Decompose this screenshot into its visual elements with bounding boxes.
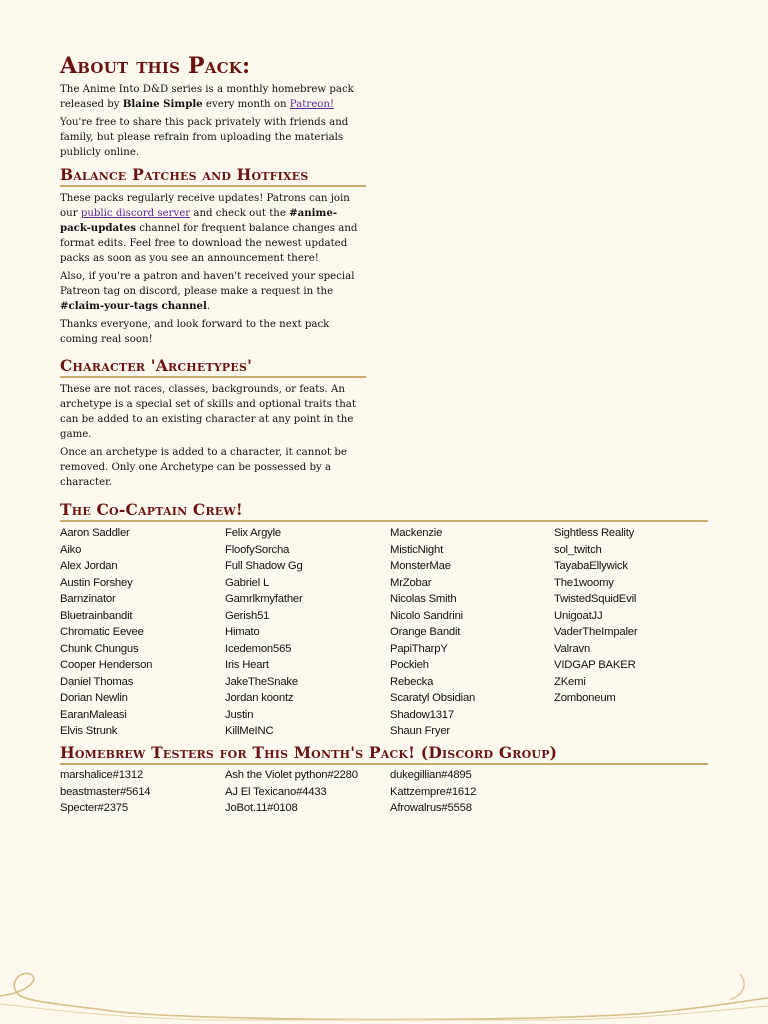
balance-p1 [60,191,366,266]
list-item: Kattzempre#1612 [390,785,477,798]
list-item: TwistedSquidEvil [554,593,637,605]
about-intro [60,82,366,112]
claim-tags-channel: #claim-your-tags channel [60,300,207,312]
testers-column-2 [225,767,385,817]
list-item: Mackenzie [390,527,443,539]
list-item: VIDGAP BAKER [554,659,636,671]
list-item: Full Shadow Gg [225,560,303,572]
list-item: Pockieh [390,659,429,671]
list-item: MisticNight [390,543,444,556]
archetypes-p2: Once an archetype is added to a character, it cannot be removed. Only one Archetype can be possessed by a character. [60,447,347,488]
list-item: Himato [225,626,260,638]
list-item: Shadow1317 [390,708,454,721]
list-item: Iris Heart [225,659,269,671]
balance-section [60,166,366,347]
testers-column-3 [390,767,550,817]
list-item: Gabriel L [225,576,270,589]
balance-p3: Thanks everyone, and look forward to the next pack coming real soon! [60,319,330,345]
list-item: Bluetrainbandit [60,609,133,622]
list-item: Gamrlkmyfather [225,593,303,605]
crew-column-3 [390,525,550,740]
list-item: Afrowalrus#5558 [390,802,472,814]
list-item: TayabaEllywick [554,560,628,572]
list-item: Felix Argyle [225,527,281,539]
list-item: Aaron Saddler [60,527,130,539]
about-heading: About this Pack: [60,53,251,79]
balance-p2-text: Also, if you're a patron and haven't received your special Patreon tag on discord, please make a request in the [60,271,355,297]
crew-heading: The Co-Captain Crew! [60,501,708,522]
patreon-link[interactable]: Patreon! [289,99,335,110]
list-item: Shaun Fryer [390,725,450,737]
list-item: Jordan koontz [225,692,294,704]
list-item: Valravn [554,642,591,655]
list-item: Nicolas Smith [390,593,457,605]
balance-p1-post: channel for frequent balance changes and format edits. Feel free to download the newest updated packs as soon as you see an announcement there! [60,223,358,264]
list-item: The1woomy [554,576,614,589]
list-item: Barnzinator [60,593,116,605]
list-item: beastmaster#5614 [60,785,151,798]
list-item: Orange Bandit [390,626,461,638]
archetypes-p1: These are not races, classes, backgrounds, or feats. An archetype is a special set of skills and optional traits that can be added to an existing character at any point in the game. [60,384,356,440]
archetypes-heading: Character 'Archetypes' [60,357,366,378]
list-item: dukegillian#4895 [390,769,472,781]
about-sharing: You're free to share this pack privately with friends and family, but please refrain from uploading the materials publicly online. [60,117,349,158]
list-item: Chromatic Eevee [60,626,144,638]
updates-channel: #anime-pack-updates [60,207,338,234]
list-item: Zomboneum [554,692,616,704]
crew-column-4 [554,525,714,707]
list-item: sol_twitch [554,543,602,556]
list-item: UnigoatJJ [554,609,603,622]
balance-p1-text: These packs regularly receive updates! Patrons can join our [60,193,350,219]
testers-column-1 [60,767,220,817]
list-item: Specter#2375 [60,802,128,814]
list-item: Nicolo Sandrini [390,609,463,622]
list-item: Icedemon565 [225,642,292,655]
about-section [60,54,366,160]
list-item: Ash the Violet python#2280 [225,769,358,781]
list-item: Rebecka [390,675,434,688]
author-name: Blaine Simple [122,98,203,110]
testers-section [60,744,708,765]
list-item: JakeTheSnake [225,675,298,688]
archetypes-section [60,357,366,490]
page-border-flourish [0,964,768,1024]
balance-p1-mid: and check out the [190,208,290,219]
list-item: Daniel Thomas [60,675,134,688]
list-item: EaranMaleasi [60,708,127,721]
discord-server-link[interactable]: public discord server [80,208,191,219]
list-item: Dorian Newlin [60,692,128,704]
list-item: MonsterMae [390,560,451,572]
list-item: ZKemi [554,675,586,688]
list-item: Sightless Reality [554,527,635,539]
balance-p2-post: . [206,301,211,312]
list-item: AJ El Texicano#4433 [225,785,327,798]
list-item: JoBot.11#0108 [225,802,298,814]
crew-section [60,501,708,522]
list-item: VaderTheImpaler [554,626,638,638]
list-item: Cooper Henderson [60,659,153,671]
crew-column-2 [225,525,385,740]
list-item: Alex Jordan [60,560,118,572]
testers-heading: Homebrew Testers for This Month's Pack! (Discord Group) [60,744,708,765]
list-item: PapiTharpY [390,642,448,655]
balance-heading: Balance Patches and Hotfixes [60,166,366,187]
list-item: Aiko [60,543,82,556]
list-item: Justin [225,708,254,721]
balance-p2 [60,269,366,314]
list-item: Gerish51 [225,609,270,622]
list-item: MrZobar [390,576,432,589]
list-item: Chunk Chungus [60,642,139,655]
list-item: marshalice#1312 [60,769,144,781]
list-item: KillMeINC [225,725,274,737]
about-intro-text: The Anime Into D&D series is a monthly homebrew pack released by [60,84,354,110]
list-item: Scaratyl Obsidian [390,692,476,704]
list-item: FloofySorcha [225,543,290,556]
list-item: Austin Forshey [60,576,133,589]
list-item: Elvis Strunk [60,725,118,737]
about-intro-mid: every month on [202,99,290,110]
crew-column-1 [60,525,220,740]
